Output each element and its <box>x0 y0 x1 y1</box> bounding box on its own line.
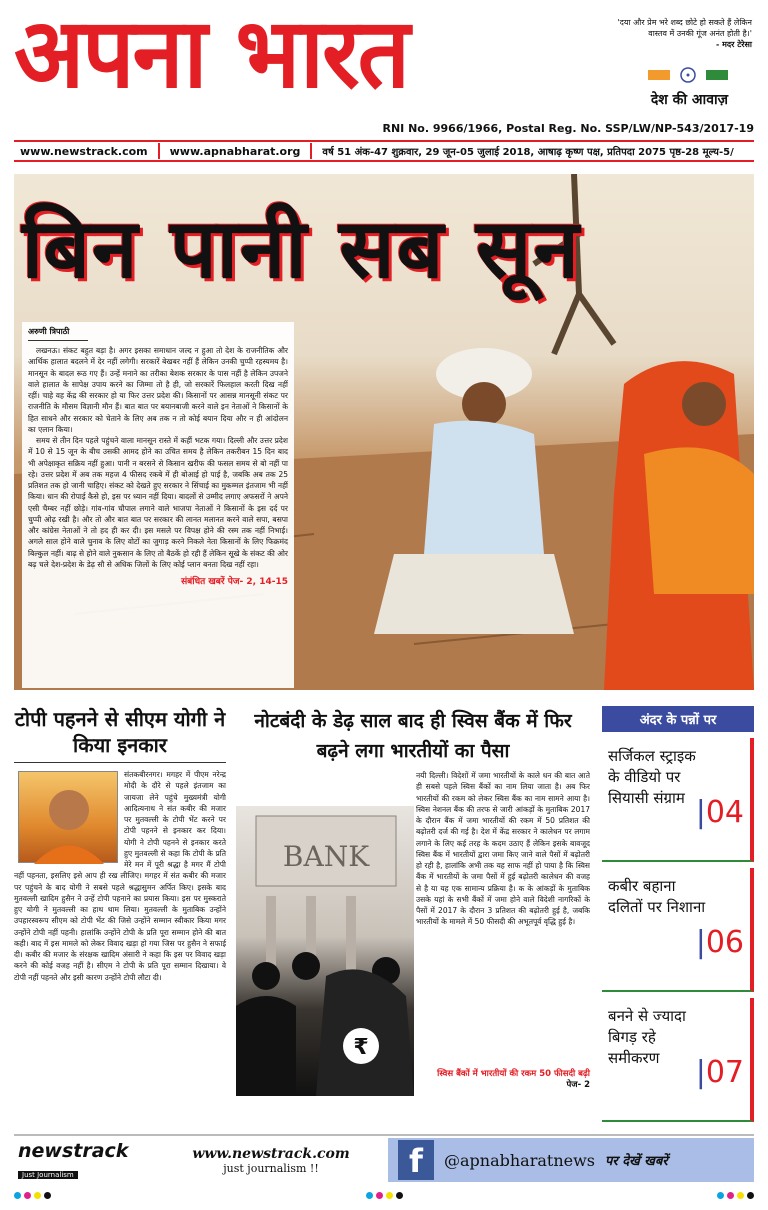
story-swiss-bank <box>236 706 590 767</box>
story-yogi-body <box>14 769 226 983</box>
sidebar-item-surgical-strike[interactable] <box>602 738 754 862</box>
bank-photo <box>236 806 414 1096</box>
sidebar-item-equations[interactable] <box>602 998 754 1122</box>
newstrack-logo[interactable] <box>14 1140 154 1181</box>
story-yogi <box>14 706 226 983</box>
facebook-cta: पर देखें खबरें <box>605 1154 668 1169</box>
color-marks-right <box>717 1192 754 1202</box>
facebook-icon: f <box>398 1140 434 1180</box>
registration-number: RNI No. 9966/1966, Postal Reg. No. SSP/LW/NP-543/2017-19 <box>382 122 754 135</box>
quote-author: - मदर टेरेसा <box>716 39 752 49</box>
print-registration-marks <box>14 1192 754 1202</box>
newstrack-site[interactable] <box>154 1146 388 1175</box>
divider <box>158 143 160 159</box>
rupee-icon: ₹ <box>353 1035 369 1060</box>
sidebar-item-title: बनने से ज्यादा बिगड़ रहे समीकरण <box>608 1007 686 1067</box>
flag-icon <box>648 66 728 84</box>
site-link-newstrack[interactable]: www.newstrack.com <box>20 144 148 158</box>
portrait-illustration <box>19 772 119 864</box>
sidebar-item-title: सर्जिकल स्ट्राइक के वीडियो पर सियासी संग्राम <box>608 747 696 807</box>
bank-sign-text: BANK <box>282 840 370 873</box>
lead-article <box>22 322 294 688</box>
quote-text: 'दया और प्रेम भरे शब्द छोटे हो सकते हैं लेकिन वास्तव में उनकी गूंज अनंत होती है।' <box>617 18 752 38</box>
lead-paragraph-2: समय से तीन दिन पहले पहुंचने वाला मानसून रास्ते में कहीं भटक गया। दिल्ली और उत्तर प्रदेश में 10 से 15 जून के बीच उसकी आमद होने का उचित समय है लेकिन तकरीबन 15 दिन बाद भी अपेक्षाकृत सक्रिय नहीं हुआ। पानी न बरसने से किसान खरीफ की फसल समय से बो नहीं पा रहे। उत्तर प्रदेश में अब तक महज 4 फीसद रकबे में ही बोआई हो पाई है, जबकि अब तक 25 प्रतिशत तक हो जानी चाहिए। संकट को देखते हुए सरकार ने सिंचाई का मुकम्मल इंतजाम भी नहीं किया। धान की रोपाई कैसे हो, इस पर ध्यान नहीं दिया। बादलों से उम्मीद लगाए अफसरों ने अपने एसी चैम्बर नहीं छोड़े। गांव-गांव चौपाल लगाने वाले भाजपा नेताओं ने किसानों के इस दर्द पर चुप्पी ओढ़ रखी है। और तो और बात बात पर सरकार की लानत मलानत करने वाले सपा, बसपा और कांग्रेस नेताओं ने तो हद ही कर दी। इस मसले पर विपक्ष होने की रस्म तक नहीं निभाई। अगले साल होने वाले चुनाव के लिए वोटों का जुगाड़ करने निकले नेता किसानों के लिए फिक्रमंद बिल्कुल नहीं। बाढ़ से होने वाले नुकसान के लिए तो बैठकें हो रही हैं लेकिन सूखे के संकट की ओर बढ़ चले देश-प्रदेश के डेढ़ सौ से अधिक जिलों के लिए कोई प्लान बनता दिख नहीं रहा। <box>28 436 288 569</box>
bank-caption-text: स्विस बैंकों में भारतीयों की रकम 50 फीसदी बढ़ी <box>437 1069 590 1079</box>
lead-paragraph-1: लखनऊ। संकट बहुत बड़ा है। अगर इसका समाधान जल्द न हुआ तो देश के राजनीतिक और आर्थिक हालात बदलने में देर नहीं लगेगी। सरकारें बेखबर नहीं हैं लेकिन उनकी चुप्पी रहस्यमय है। मानसून के बादल रूठ गए हैं। उन्हें मनाने का तरीका बेशक सरकार के पास नहीं है लेकिन उपजने वाले हालात के सापेक्ष उपाय करने का जिम्मा तो है ही, जो सरकारें फिलहाल करती दिख नहीं रहीं। चाहे वह केंद्र की सरकार हो या फिर उत्तर प्रदेश की। किसानों पर आसन्न मानसूनी संकट पर राजनीति के मौसम विज्ञानी मौन हैं। बात बात पर बयानबाजी करने वाले इन नेताओं ने किसानों के हित साधने और सरकार को चेताने के लिए अब तक न तो कोई बयान दिया और न ही आंदोलन का एलान किया। <box>28 346 288 434</box>
footer-bar <box>14 1134 754 1184</box>
story-swiss-body: नयी दिल्ली। विदेशों में जमा भारतीयों के काले धन की बात आते ही सबसे पहले स्विस बैंकों का नाम लिया जाता है। अब फिर भारतीयों की रकम को लेकर स्विस बैंक का नाम सामने आया है। स्विस नेशनल बैंक की तरफ से जारी आंकड़ों के मुताबिक 2017 के दौरान बैंक में जमा भारतीयों की रकम में 50 प्रतिशत की बढ़ोतरी दर्ज की गई है। देश में केंद्र सरकार ने कालेधन पर लगाम लगाने के लिए कई तरह के कदम उठाए हैं लेकिन इसके बावजूद स्विस बैंक में भारतीयों द्वारा जमा किए जाने वाले पैसों में बढ़ोतरी हो रही है, हालांकि अभी तक यह साफ नहीं हो पाया है कि स्विस बैंक में भारतीयों के जमा पैसों में हुई बढ़ोतरी कालेधन की वजह से है या यह एक सामान्य प्रक्रिया है। क के आंकड़ों के मुताबिक उसके यहां के सभी बैंकों में जमा होने वाले विदेशी नागरिकों के पैसों में 2017 के दौरान 3 प्रतिशत की बढ़ोतरी हुई है, जबकि भारतीयों के मामले में 50 फीसदी की अभूतपूर्व वृद्धि हुई है। <box>416 771 590 927</box>
site-link-apnabharat[interactable]: www.apnabharat.org <box>169 144 301 158</box>
footer-site-url: www.newstrack.com <box>192 1145 350 1162</box>
footer-site-sub: just journalism !! <box>223 1161 319 1175</box>
tagline: देश की आवाज़ <box>650 92 728 108</box>
issue-info-bar <box>14 140 754 162</box>
facebook-banner[interactable] <box>388 1138 754 1182</box>
yogi-portrait <box>18 771 118 863</box>
lead-headline: बिन पानी सब सून <box>22 202 581 297</box>
divider <box>310 143 312 159</box>
related-news-link[interactable]: संबंधित खबरें पेज- 2, 14-15 <box>181 577 288 587</box>
sidebar-item-page: |04 <box>695 795 744 830</box>
sidebar-item-page: |06 <box>695 925 744 960</box>
bank-caption[interactable] <box>420 1068 590 1090</box>
story-swiss-headline[interactable]: नोटबंदी के डेढ़ साल बाद ही स्विस बैंक में फिर बढ़ने लगा भारतीयों का पैसा <box>254 710 572 763</box>
story-yogi-headline[interactable]: टोपी पहनने से सीएम योगी ने किया इनकार <box>14 707 226 757</box>
sidebar-item-page: |07 <box>695 1055 744 1090</box>
color-marks-center <box>366 1192 403 1202</box>
masthead-title: अपना भारत <box>14 0 409 110</box>
issue-details: वर्ष 51 अंक-47 शुक्रवार, 29 जून-05 जुलाई 2018, आषाढ़ कृष्ण पक्ष, प्रतिपदा 2075 पृष्ठ-28 मूल्य-5/ <box>322 147 734 158</box>
masthead-quote <box>602 18 752 50</box>
newstrack-logo-text: newstrack <box>18 1139 129 1162</box>
bank-illustration <box>236 806 414 1096</box>
sidebar-header: अंदर के पन्नों पर <box>602 706 754 732</box>
sidebar-item-title: कबीर बहाना दलितों पर निशाना <box>608 877 706 916</box>
sidebar-item-kabir[interactable] <box>602 868 754 992</box>
bank-caption-page: पेज- 2 <box>566 1080 590 1090</box>
color-marks-left <box>14 1192 51 1202</box>
inside-pages-sidebar <box>602 706 754 1106</box>
story-yogi-text: संतकबीरनगर। मगहर में पीएम नरेन्द्र मोदी के दौरे से पहले इंतजाम का जायजा लेने पहुंचे मुख्यमंत्री योगी आदित्यनाथ ने संत कबीर की मजार पर मुतवल्ली के टोपी भेंट करने पर टोपी पहनने से इनकार कर दिया। योगी ने टोपी पहनने से इनकार करते हुए मुतवल्ली से कहा कि टोपी के प्रति मेरे मन में पूरी श्रद्धा है मगर मैं टोपी नहीं पहनता, इसलिए इसे आप ही रख लीजिए। मगहर में संत कबीर की मजार पर पहुंचने के बाद योगी ने सबसे पहले श्रद्धासुमन अर्पित किए। इसके बाद मुतवल्ली खादिम हुसैन ने उन्हें टोपी पहनाने का प्रयास किया। इस पर मुस्कराते हुए योगी ने मुतवल्ली का हाथ थाम लिया। मुतवल्ली के मुताबिक उन्होंने उपहारस्वरूप सीएम को टोपी भेंट की जिसे उन्होंने सम्मान स्वीकार किया मगर उन्होंने टोपी नहीं पहनी। हालांकि उन्होंने टोपी के प्रति पूरा सम्मान होने की बात कही। बाद में इस मामले को लेकर विवाद खड़ा हो गया जिस पर हुसैन ने सफाई दी। कबीर की मजार के संरक्षक खादिम अंसारी ने कहा कि इस पर विवाद खड़ा करने की कोई वजह नहीं है। सीएम ने टोपी के प्रति पूरा सम्मान दिखाया। वे टोपी नहीं पहनते और इसी कारण उन्होंने टोपी लौटा दी। <box>14 770 226 982</box>
facebook-handle: @apnabharatnews <box>444 1150 596 1170</box>
byline: अरुणी त्रिपाठी <box>28 326 88 341</box>
newstrack-logo-sub: Just Journalism <box>18 1171 78 1179</box>
